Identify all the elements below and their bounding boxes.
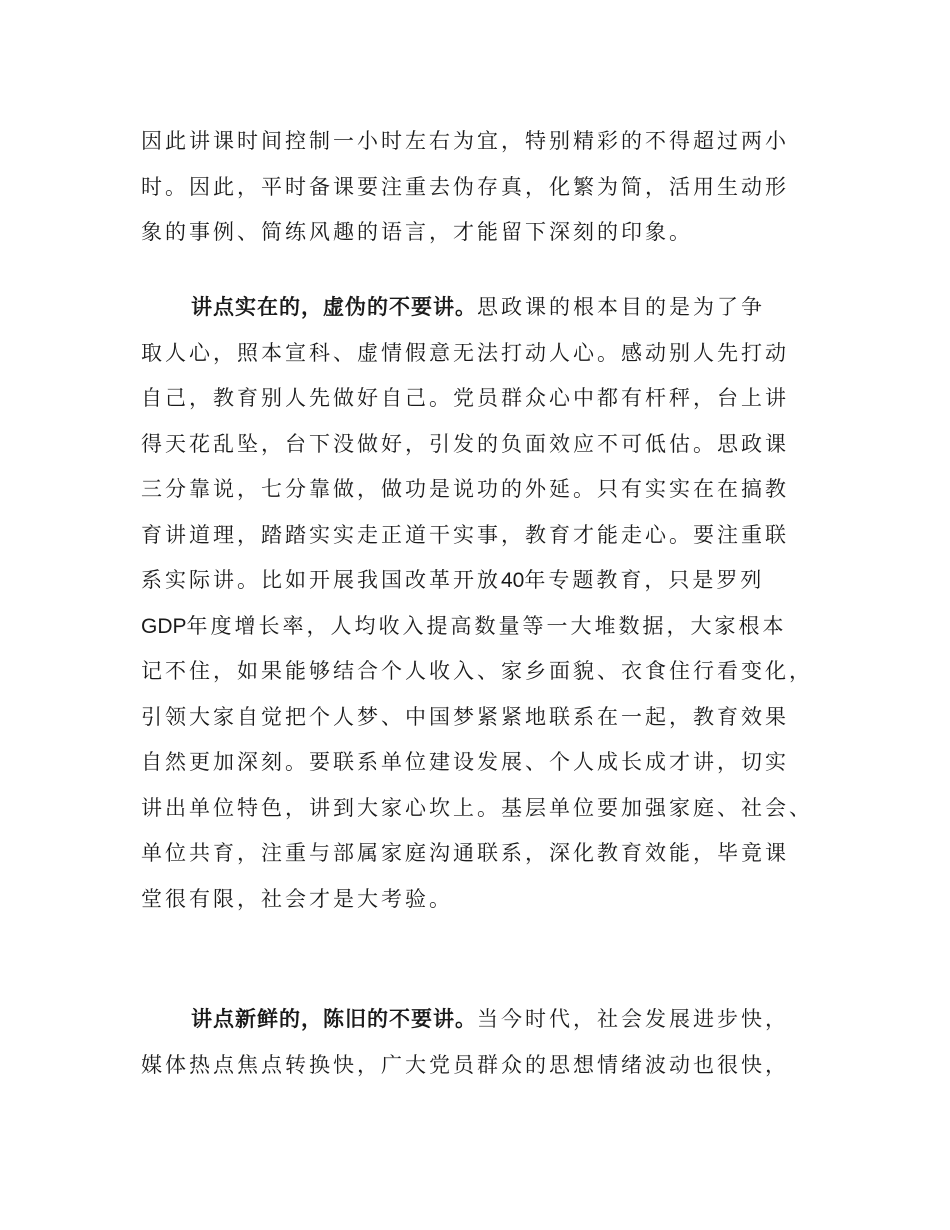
text-line bbox=[141, 558, 831, 604]
text-line: 记不住，如果能够结合个人收入、家乡面貌、衣食住行看变化， bbox=[141, 659, 813, 683]
text-line: 单位共育，注重与部属家庭沟通联系，深化教育效能，毕竟课 bbox=[141, 841, 789, 865]
text-run: 年专题教育，只是罗列 bbox=[524, 568, 765, 592]
text-line: 自然更加深刻。要联系单位建设发展、个人成长成才讲，切实 bbox=[141, 750, 789, 774]
text-line bbox=[141, 997, 831, 1043]
text-line: 媒体热点焦点转换快，广大党员群众的思想情绪波动也很快， bbox=[141, 1052, 789, 1077]
paragraph-2 bbox=[141, 285, 831, 922]
text-run: 当今时代，社会发展进步快， bbox=[477, 1007, 789, 1031]
paragraph-lead: 讲点实在的，虚伪的不要讲。 bbox=[191, 295, 477, 319]
text-run: 年度增长率，人均收入提高数量等一大堆数据，大家根本 bbox=[186, 613, 787, 638]
text-line: 取人心，照本宣科、虚情假意无法打动人心。感动别人先打动 bbox=[141, 340, 789, 365]
text-line: 象的事例、简练风趣的语言，才能留下深刻的印象。 bbox=[141, 220, 693, 244]
text-line: 讲出单位特色，讲到大家心坎上。基层单位要加强家庭、社会、 bbox=[141, 795, 813, 820]
number-run: 40 bbox=[501, 569, 525, 592]
paragraph-1 bbox=[141, 119, 831, 256]
text-line: 引领大家自觉把个人梦、中国梦紧紧地联系在一起，教育效果 bbox=[141, 704, 789, 729]
text-line: 育讲道理，踏踏实实走正道干实事，教育才能走心。要注重联 bbox=[141, 522, 789, 547]
text-line: 三分靠说，七分靠做，做功是说功的外延。只有实实在在搞教 bbox=[141, 477, 789, 501]
text-line: 得天花乱坠，台下没做好，引发的负面效应不可低估。思政课 bbox=[141, 431, 789, 456]
paragraph-3 bbox=[141, 997, 831, 1088]
text-line: 自己，教育别人先做好自己。党员群众心中都有杆秤，台上讲 bbox=[141, 386, 789, 410]
text-line bbox=[141, 285, 831, 331]
text-run: 系实际讲。比如开展我国改革开放 bbox=[141, 568, 501, 592]
text-line: 时。因此，平时备课要注重去伪存真，化繁为简，活用生动形 bbox=[141, 174, 789, 199]
text-line bbox=[141, 604, 831, 650]
latin-run: GDP bbox=[141, 614, 187, 638]
text-line: 堂很有限，社会才是大考验。 bbox=[141, 886, 453, 911]
text-run: 思政课的根本目的是为了争 bbox=[477, 295, 765, 319]
text-line: 因此讲课时间控制一小时左右为宜，特别精彩的不得超过两小 bbox=[141, 129, 789, 153]
paragraph-lead: 讲点新鲜的，陈旧的不要讲。 bbox=[191, 1007, 477, 1031]
